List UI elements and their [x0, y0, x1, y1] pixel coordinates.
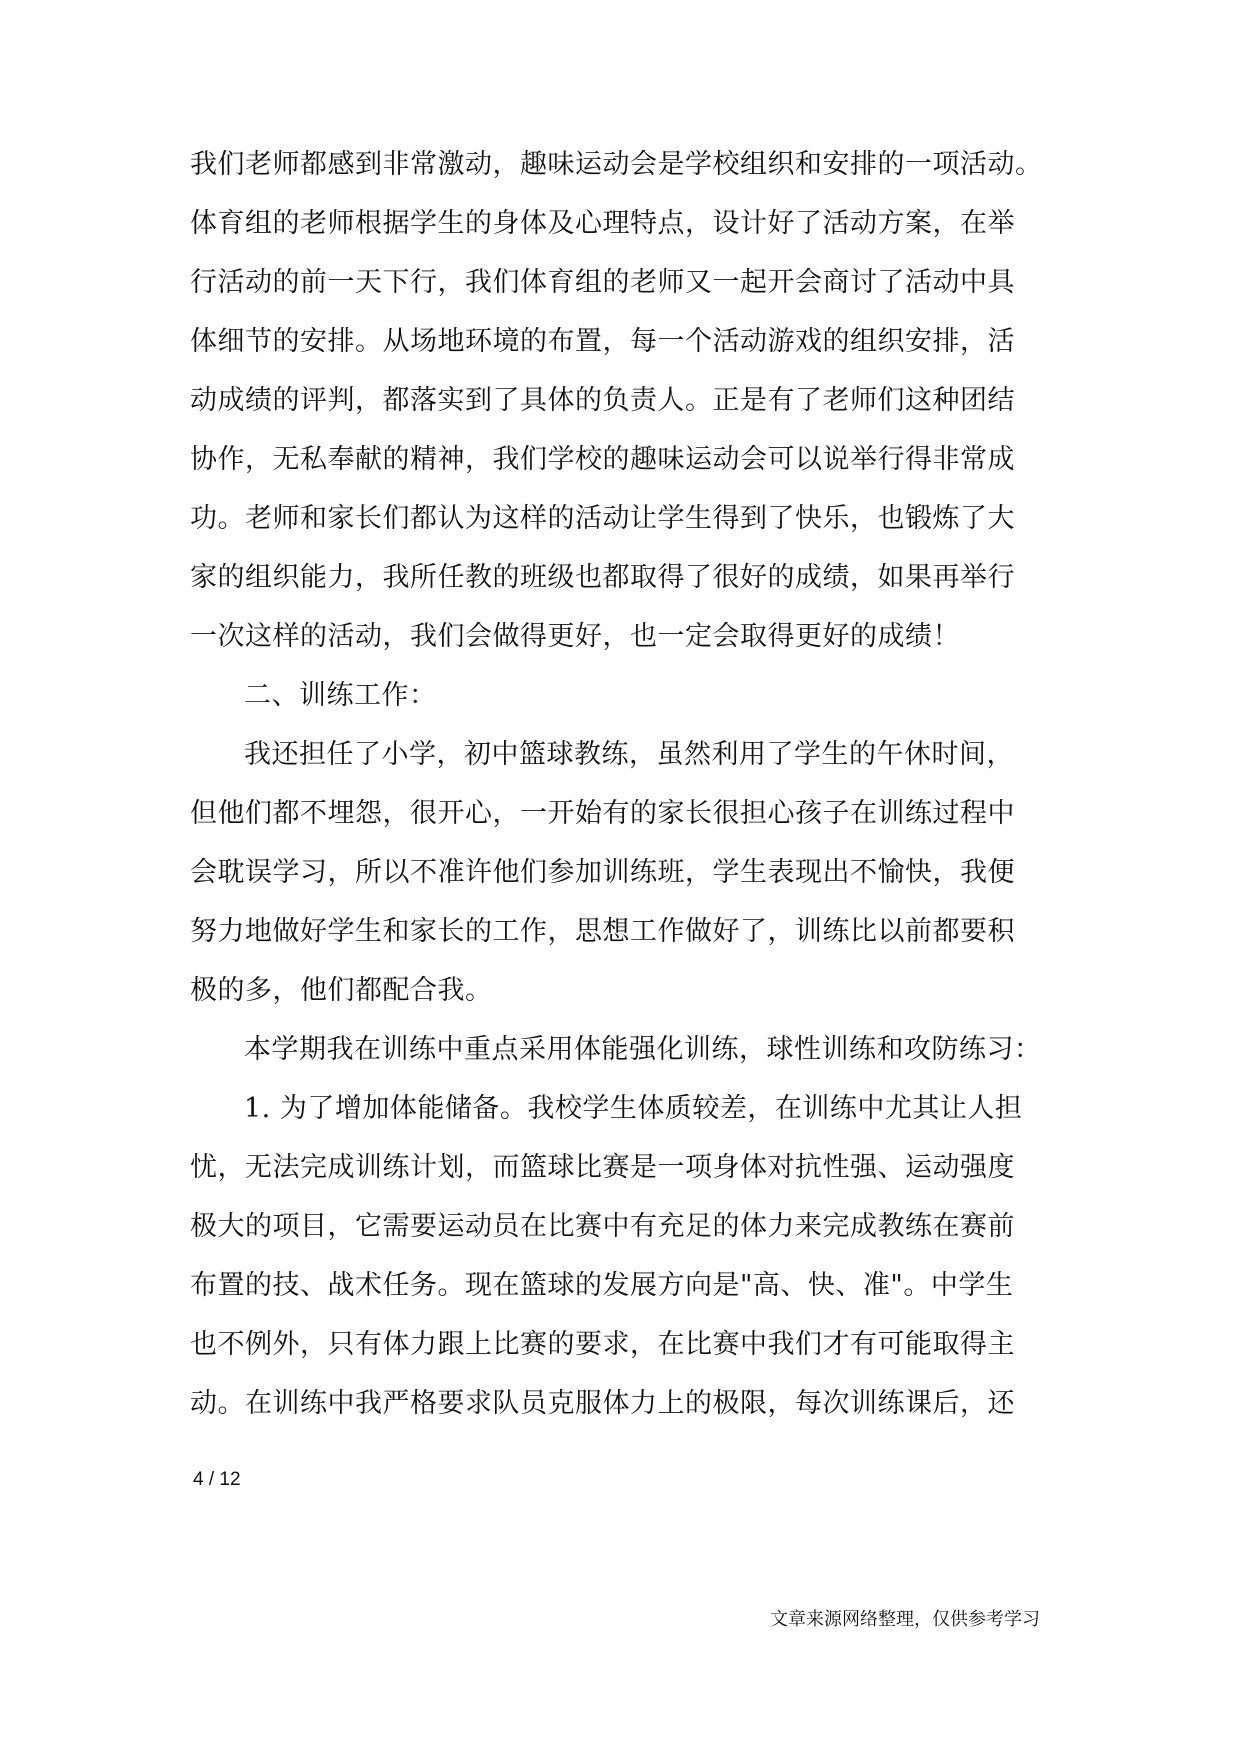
text-line-1: 我们老师都感到非常激动，趣味运动会是学校组织和安排的一项活动。 — [190, 149, 1043, 180]
page-number: 4 / 12 — [193, 1469, 241, 1490]
text-line-20: 布置的技、战术任务。现在篮球的发展方向是"高、快、准"。中学生 — [190, 1270, 1014, 1301]
text-line-6: 协作，无私奉献的精神，我们学校的趣味运动会可以说举行得非常成 — [190, 444, 1015, 475]
text-line-11: 我还担任了小学，初中篮球教练，虽然利用了学生的午休时间， — [244, 739, 1014, 770]
text-line-14: 努力地做好学生和家长的工作，思想工作做好了，训练比以前都要积 — [190, 916, 1015, 947]
text-line-17: 1. 为了增加体能储备。我校学生体质较差，在训练中尤其让人担 — [244, 1093, 1023, 1124]
text-line-4: 体细节的安排。从场地环境的布置，每一个活动游戏的组织安排，活 — [190, 326, 1015, 357]
text-line-22: 动。在训练中我严格要求队员克服体力上的极限，每次训练课后，还 — [190, 1388, 1015, 1419]
text-line-15: 极的多，他们都配合我。 — [190, 975, 493, 1006]
text-line-19: 极大的项目，它需要运动员在比赛中有充足的体力来完成教练在赛前 — [190, 1211, 1015, 1242]
text-line-7: 功。老师和家长们都认为这样的活动让学生得到了快乐，也锻炼了大 — [190, 503, 1015, 534]
text-line-18: 忧，无法完成训练计划，而篮球比赛是一项身体对抗性强、运动强度 — [190, 1152, 1015, 1183]
text-line-9: 一次这样的活动，我们会做得更好，也一定会取得更好的成绩！ — [190, 621, 960, 652]
text-line-16: 本学期我在训练中重点采用体能强化训练，球性训练和攻防练习： — [244, 1034, 1042, 1065]
text-line-12: 但他们都不埋怨，很开心，一开始有的家长很担心孩子在训练过程中 — [190, 798, 1015, 829]
text-line-3: 行活动的前一天下行，我们体育组的老师又一起开会商讨了活动中具 — [190, 267, 1015, 298]
text-line-21: 也不例外，只有体力跟上比赛的要求，在比赛中我们才有可能取得主 — [190, 1329, 1015, 1360]
text-line-2: 体育组的老师根据学生的身体及心理特点，设计好了活动方案，在举 — [190, 208, 1015, 239]
footer-source-note: 文章来源网络整理，仅供参考学习 — [770, 1609, 1040, 1630]
text-line-5: 动成绩的评判，都落实到了具体的负责人。正是有了老师们这种团结 — [190, 385, 1015, 416]
text-line-13: 会耽误学习，所以不准许他们参加训练班，学生表现出不愉快，我便 — [190, 857, 1015, 888]
text-line-8: 家的组织能力，我所任教的班级也都取得了很好的成绩，如果再举行 — [190, 562, 1015, 593]
section-heading: 二、训练工作： — [244, 680, 437, 711]
